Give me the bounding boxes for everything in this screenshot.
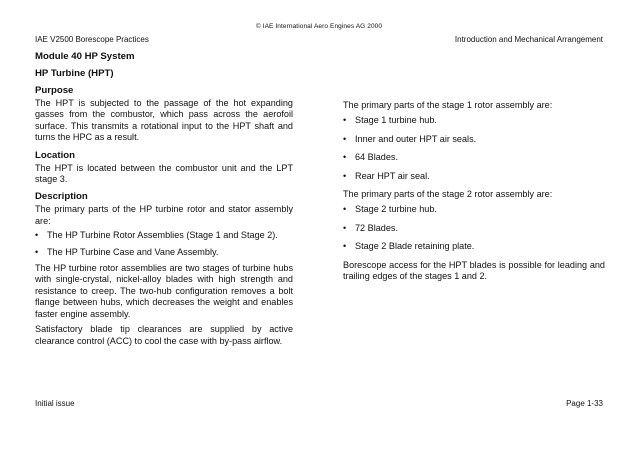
description-bullet-list [35, 230, 293, 258]
bullet-icon: • [343, 241, 347, 252]
list-item-text: Inner and outer HPT air seals. [355, 133, 477, 144]
description-intro: The primary parts of the HP turbine rotor and stator assembly are: [35, 204, 293, 226]
left-column [35, 51, 293, 347]
right-column [343, 100, 605, 282]
header-document-title: IAE V2500 Borescope Practices [35, 35, 149, 44]
list-item [343, 152, 605, 163]
stage1-intro: The primary parts of the stage 1 rotor assembly are: [343, 100, 553, 110]
list-item-text: The HP Turbine Case and Vane Assembly. [47, 246, 219, 257]
stage2-intro: The primary parts of the stage 2 rotor assembly are: [343, 189, 553, 200]
description-paragraph-rotor: The HP turbine rotor assemblies are two stages of turbine hubs with single-crystal, nickel-alloy blades with high strength and resistance to creep. The two-hub configuration removes a bolt flange between hubs, which decreases the weight and enables faster engine assembly. [35, 263, 293, 319]
list-item [343, 241, 605, 252]
description-heading: Description [35, 191, 88, 203]
list-item-text: 64 Blades. [355, 152, 398, 163]
list-item [343, 223, 605, 234]
list-item [35, 247, 293, 258]
description-paragraph-clearance: Satisfactory blade tip clearances are supplied by active clearance control (ACC) to cool the case with by-pass airflow. [35, 324, 293, 346]
stage1-bullet-list [343, 115, 605, 182]
bullet-icon: • [343, 152, 347, 163]
list-item-text: Stage 2 turbine hub. [355, 204, 437, 215]
borescope-access-text: Borescope access for the HPT blades is possible for leading and trailing edges of the stages 1 and 2. [343, 259, 605, 282]
purpose-heading: Purpose [35, 85, 74, 96]
list-item-text: Stage 1 turbine hub. [355, 115, 437, 126]
bullet-icon: • [343, 170, 347, 181]
list-item-text: The HP Turbine Rotor Assemblies (Stage 1 and Stage 2). [47, 230, 278, 241]
header-section-title: Introduction and Mechanical Arrangement [454, 35, 603, 44]
list-item-text: Rear HPT air seal. [355, 170, 430, 181]
bullet-icon: • [35, 230, 39, 241]
list-item [343, 171, 605, 182]
location-heading: Location [35, 149, 75, 161]
bullet-icon: • [343, 222, 347, 233]
bullet-icon: • [343, 204, 347, 215]
stage2-bullet-list [343, 204, 605, 252]
bullet-icon: • [35, 246, 39, 257]
module-title: Module 40 HP System [35, 51, 135, 62]
location-text: The HPT is located between the combustor unit and the LPT stage 3. [35, 162, 293, 185]
bullet-icon: • [343, 115, 347, 126]
copyright-notice: © IAE International Aero Engines AG 2000 [255, 23, 383, 30]
purpose-text: The HPT is subjected to the passage of the hot expanding gasses from the combustor, which pass across the aerofoil surface. This transmits a rotational input to the HPT shaft and turns the HPC as a result. [35, 98, 293, 143]
list-item [343, 134, 605, 145]
list-item-text: 72 Blades. [355, 222, 398, 233]
footer-page-number: Page 1-33 [566, 399, 603, 408]
list-item [343, 204, 605, 215]
list-item [35, 230, 293, 241]
section-subtitle: HP Turbine (HPT) [35, 68, 114, 79]
footer-issue-label: Initial issue [35, 399, 75, 408]
bullet-icon: • [343, 133, 347, 144]
list-item [343, 115, 605, 126]
list-item-text: Stage 2 Blade retaining plate. [355, 241, 475, 252]
